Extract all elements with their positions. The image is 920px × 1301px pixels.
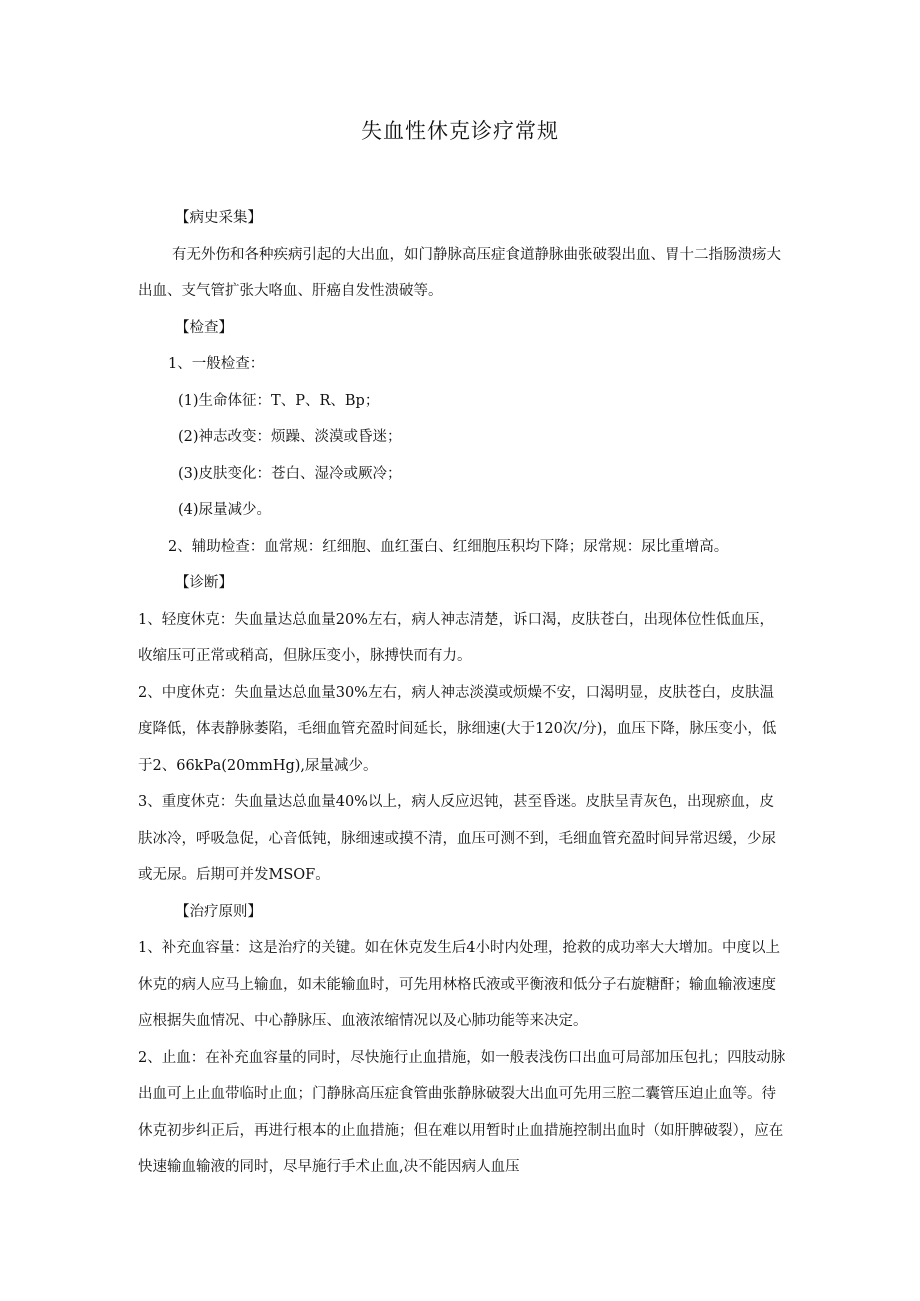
document-body [138, 200, 788, 1186]
diagnosis-item: 1、轻度休克：失血量达总血量20%左右，病人神志清楚，诉口渴，皮肤苍白，出现体位性低血压，收缩压可正常或稍高，但脉压变小，脉搏快而有力。 [138, 611, 774, 664]
diagnosis-item: 2、中度休克：失血量达总血量30%左右，病人神志淡漠或烦燥不安，口渴明显，皮肤苍白，皮肤温度降低，体表静脉萎陷，毛细血管充盈时间延长，脉细速(大于120次/分)，血压下降，脉压变小，低于2、66kPa(20mmHg),尿量减少。 [138, 684, 777, 774]
exam-item: (2)神志改变：烦躁、淡漠或昏迷； [178, 429, 402, 445]
history-paragraph: 有无外伤和各种疾病引起的大出血，如门静脉高压症食道静脉曲张破裂出血、胃十二指肠溃疡大出血、支气管扩张大咯血、肝癌自发性溃破等。 [138, 246, 781, 299]
exam-item: (1)生命体征：T、P、R、Bp； [178, 392, 380, 409]
section-heading-history: 【病史采集】 [175, 210, 262, 226]
section-heading-diagnosis: 【诊断】 [175, 575, 233, 591]
section-heading-exam: 【检查】 [175, 319, 233, 336]
exam-item: (4)尿量减少。 [178, 502, 272, 518]
diagnosis-item: 3、重度休克：失血量达总血量40%以上，病人反应迟钝，甚至昏迷。皮肤呈青灰色，出现瘀血，皮肤冰冷，呼吸急促，心音低钝，脉细速或摸不清，血压可测不到，毛细血管充盈时间异常迟缓，少尿或无尿。后期可并发MSOF。 [138, 794, 776, 883]
section-heading-treatment: 【治疗原则】 [175, 903, 262, 920]
page-title: 失血性休克诊疗常规 [361, 119, 559, 143]
treatment-item: 1、补充血容量：这是治疗的关键。如在休克发生后4小时内处理，抢救的成功率大大增加。中度以上休克的病人应马上输血，如未能输血时，可先用林格氏液或平衡液和低分子右旋糖酐；输血输液速度应根据失血情况、中心静脉压、血液浓缩情况以及心肺功能等来决定。 [138, 940, 780, 1029]
exam-item: (3)皮肤变化：苍白、湿冷或厥冷； [178, 465, 402, 482]
exam-aux-paragraph: 2、辅助检查：血常规：红细胞、血红蛋白、红细胞压积均下降；尿常规：尿比重增高。 [168, 538, 729, 555]
exam-general-label: 1、一般检查： [168, 356, 265, 372]
treatment-item: 2、止血：在补充血容量的同时，尽快施行止血措施，如一般表浅伤口出血可局部加压包扎；四肢动脉出血可上止血带临时止血；门静脉高压症食管曲张静脉破裂大出血可先用三腔二囊管压迫止血等。待休克初步纠正后，再进行根本的止血措施；但在难以用暂时止血措施控制出血时（如肝脾破裂），应在快速输血输液的同时，尽早施行手术止血,决不能因病人血压 [138, 1049, 786, 1175]
